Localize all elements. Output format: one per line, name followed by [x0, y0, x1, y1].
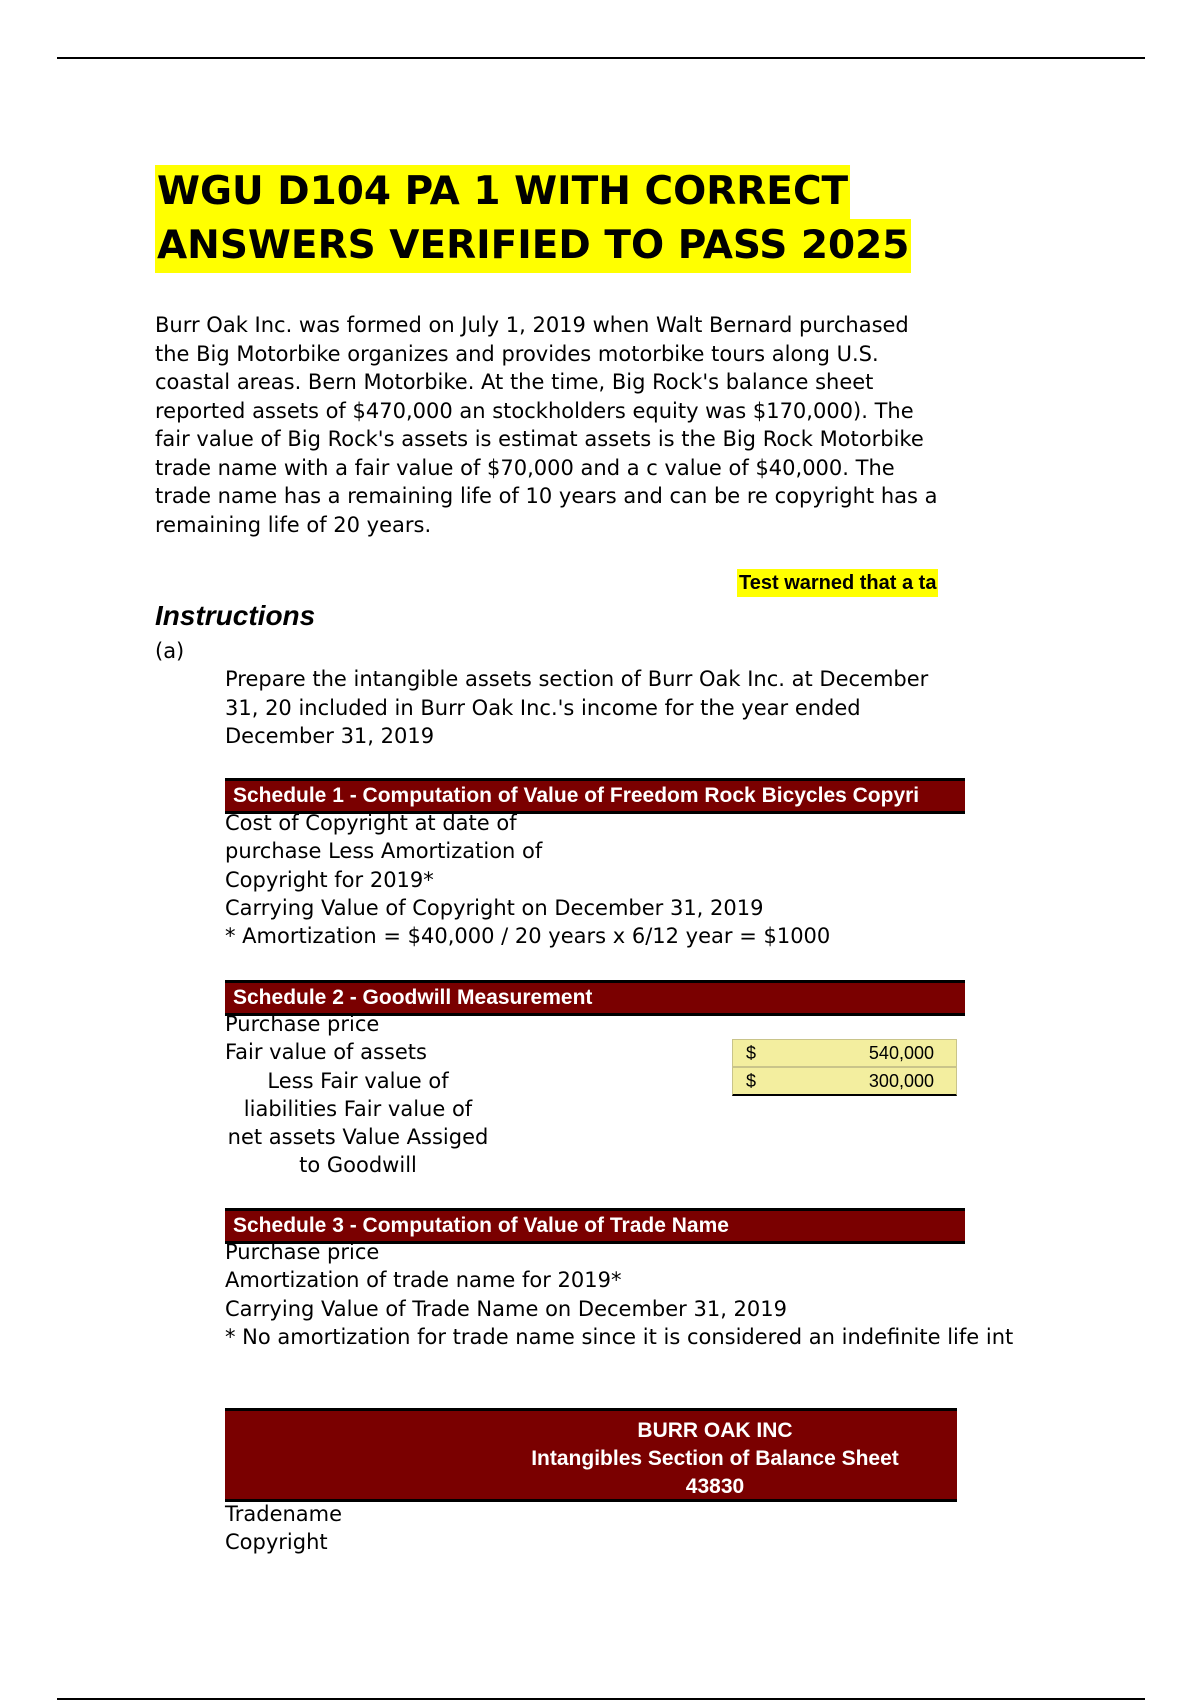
warning-note: Test warned that a ta [737, 569, 938, 597]
currency-symbol: $ [746, 1071, 757, 1091]
schedule-2-line: Purchase price [225, 1012, 380, 1036]
fair-value-assets-cell [732, 1039, 957, 1067]
schedule-3-line: Purchase price [225, 1240, 380, 1264]
schedule-3-line: * No amortization for trade name since it is considered an indefinite life int [225, 1324, 1014, 1349]
currency-symbol: $ [746, 1043, 757, 1063]
balance-sheet-rows [225, 1500, 342, 1557]
intro-line: remaining life of 20 years. [155, 512, 432, 537]
schedule-1-line: purchase Less Amortization of [225, 839, 543, 864]
intro-line: trade name with a fair value of $70,000 and a c value of $40,000. The [155, 455, 895, 480]
instructions-heading: Instructions [155, 600, 316, 631]
intro-line: trade name has a remaining life of 10 years and can be re copyright has a [155, 484, 938, 508]
schedule-3-line: Carrying Value of Trade Name on December 31, 2019 [225, 1296, 787, 1321]
schedule-1-line: * Amortization = $40,000 / 20 years x 6/12 year = $1000 [225, 924, 831, 949]
intro-line: coastal areas. Bern Motorbike. At the time, Big Rock's balance sheet [155, 370, 874, 394]
amount-value: 300,000 [868, 1071, 934, 1091]
balance-sheet-row: Tradename [225, 1502, 343, 1526]
balance-sheet-row: Copyright [225, 1530, 328, 1555]
schedule-2-line: to Goodwill [299, 1153, 417, 1178]
fair-value-liabilities-cell [732, 1067, 957, 1096]
instructions-text [225, 665, 985, 751]
sheet-date: 43830 [685, 1475, 745, 1498]
title-line-1: WGU D104 PA 1 WITH CORRECT [155, 165, 850, 219]
schedule-1-header: Schedule 1 - Computation of Value of Freedom Rock Bicycles Copyri [225, 778, 965, 814]
schedule-3-lines [225, 1238, 1013, 1351]
instructions-line: December 31, 2019 [225, 724, 435, 748]
intro-paragraph [155, 311, 1015, 539]
instructions-line: 31, 20 included in Burr Oak Inc.'s income for the year ended [225, 695, 861, 720]
top-rule [57, 57, 1145, 59]
intro-line: Burr Oak Inc. was formed on July 1, 2019 when Walt Bernard purchased [155, 313, 909, 337]
schedule-2-header: Schedule 2 - Goodwill Measurement [225, 980, 965, 1016]
balance-sheet-header [225, 1408, 957, 1502]
intro-line: the Big Motorbike organizes and provides motorbike tours along U.S. [155, 341, 879, 366]
amount-value: 540,000 [868, 1043, 934, 1063]
schedule-2-line: Less Fair value of [267, 1068, 449, 1093]
title-line-2: ANSWERS VERIFIED TO PASS 2025 [155, 219, 911, 273]
schedule-3-line: Amortization of trade name for 2019* [225, 1268, 622, 1293]
schedule-1-line: Cost of Copyright at date of [225, 811, 517, 835]
intro-line: fair value of Big Rock's assets is estimat assets is the Big Rock Motorbike [155, 427, 924, 451]
schedule-1-line: Copyright for 2019* [225, 867, 434, 892]
schedule-2-line: Fair value of assets [225, 1040, 427, 1065]
schedule-1-lines [225, 809, 830, 950]
intro-line: reported assets of $470,000 an stockholders equity was $170,000). The [155, 398, 914, 423]
part-label: (a) [155, 639, 185, 663]
schedule-2-line: liabilities Fair value of [243, 1096, 473, 1121]
schedule-1-line: Carrying Value of Copyright on December 31, 2019 [225, 895, 764, 920]
section-title: Intangibles Section of Balance Sheet [531, 1447, 899, 1470]
instructions-line: Prepare the intangible assets section of Burr Oak Inc. at December [225, 667, 929, 691]
schedule-2-line: net assets Value Assiged [227, 1125, 489, 1150]
document-title [155, 165, 911, 273]
schedule-2-lines [218, 1010, 498, 1180]
company-name: BURR OAK INC [637, 1419, 793, 1442]
schedule-3-header: Schedule 3 - Computation of Value of Trade Name [225, 1208, 965, 1244]
